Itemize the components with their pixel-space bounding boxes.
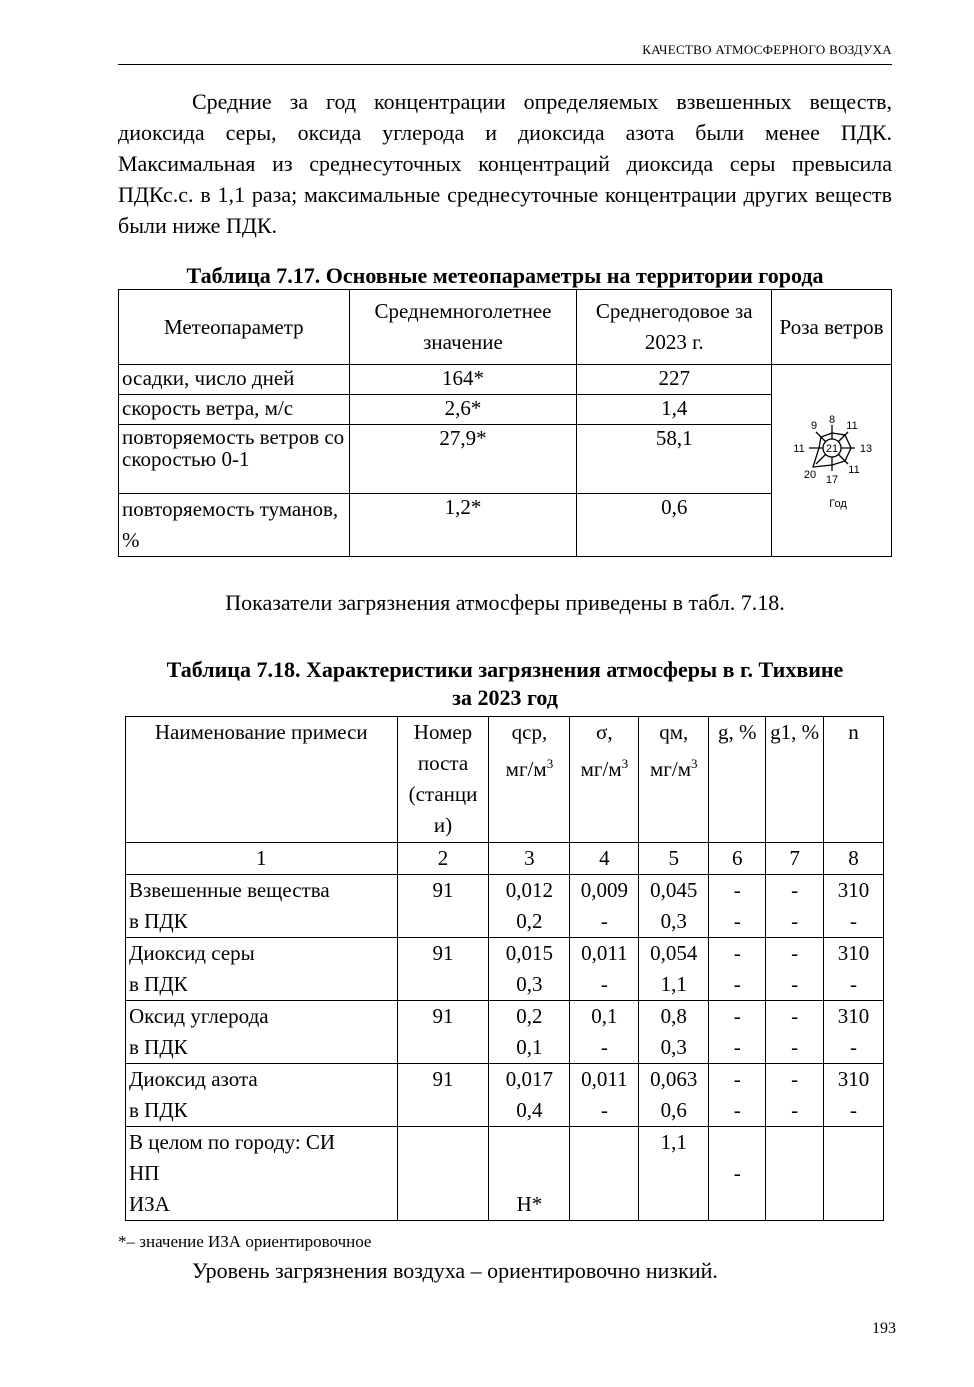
param-cell: осадки, число дней [119,365,350,395]
si-cell: 1,1 [639,1127,709,1221]
col-header-avg: Среднемноголетнее значение [349,290,577,365]
rose-nw: 9 [810,419,817,432]
caption-line-2: за 2023 год [452,685,558,710]
rose-calm: 21 [825,442,838,455]
intro-paragraph: Средние за год концентрации определяемых взвешенных веществ, диоксида серы, оксида углерода и диоксида азота были менее ПДК. Максимальная из среднесуточных концентраций диоксида серы превысила ПДКс.с. в 1,1 раза; максимальные среднесуточные концентрации других веществ были ниже ПДК. [118,89,892,238]
col-header-qm: qм, $мг/м^3$ [639,717,709,843]
g1-cell: - - [766,1064,824,1127]
col-header-n: n [824,717,884,843]
col-num: 7 [766,843,824,875]
sigma-cell: 0,011 - [570,938,639,1001]
avg-cell: 27,9* [349,425,577,494]
table-row [119,365,892,395]
y2023-cell: 227 [577,365,772,395]
g1-cell: - - [766,1001,824,1064]
post-cell: 91 [397,875,489,938]
table-header-row [126,717,884,843]
footnote: *– значение ИЗА ориентировочное [118,1232,372,1251]
table-row [126,938,884,1001]
col-header-param: Метеопараметр [119,290,350,365]
qm-cell: 0,045 0,3 [639,875,709,938]
qm-cell: 0,063 0,6 [639,1064,709,1127]
col-header-g1: g1, % [766,717,824,843]
meteo-table [118,289,892,557]
iza-cell: Н* [489,1127,570,1221]
param-cell: повторяемость туманов, % [119,494,350,557]
sigma-cell [570,1127,639,1221]
qsr-cell: 0,012 0,2 [489,875,570,938]
rose-sw: 20 [803,468,816,481]
page-number: 193 [872,1320,896,1337]
wind-rose-diagram [787,403,877,513]
rose-w: 11 [792,442,805,455]
caption-line-1: Таблица 7.18. Характеристики загрязнения атмосферы в г. Тихвине [166,657,844,682]
summary-label-cell: В целом по городу: СИ НП ИЗА [126,1127,398,1221]
rose-label: Год [828,497,847,510]
n-cell [824,1127,884,1221]
conclusion-text: Уровень загрязнения воздуха – ориентировочно низкий. [192,1258,718,1283]
qm-cell: 0,8 0,3 [639,1001,709,1064]
g-cell: - - [709,938,766,1001]
g1-cell: - - [766,875,824,938]
post-cell: 91 [397,1001,489,1064]
table-row [126,875,884,938]
substance-cell: Диоксид серы в ПДК [126,938,398,1001]
sigma-cell: 0,011 - [570,1064,639,1127]
n-cell: 310 - [824,1001,884,1064]
substance-cell: Диоксид азота в ПДК [126,1064,398,1127]
summary-row [126,1127,884,1221]
avg-cell: 164* [349,365,577,395]
param-cell: повторяемость ветров со скоростью 0-1 [119,425,350,494]
n-cell: 310 - [824,875,884,938]
y2023-cell: 1,4 [577,395,772,425]
col-num: 4 [570,843,639,875]
param-cell: скорость ветра, м/с [119,395,350,425]
wind-rose-cell [772,365,892,557]
g-cell: - - [709,1001,766,1064]
sigma-cell: 0,009 - [570,875,639,938]
n-cell: 310 - [824,1064,884,1127]
pollution-table [125,716,884,1221]
col-num: 8 [824,843,884,875]
y2023-cell: 58,1 [577,425,772,494]
rose-e: 13 [859,442,872,455]
post-cell: 91 [397,938,489,1001]
table-header-row [119,290,892,365]
col-header-post: Номер поста (станци и) [397,717,489,843]
col-header-qsr: qср, $мг/м^3$ [489,717,570,843]
col-num: 6 [709,843,766,875]
col-header-name: Наименование примеси [126,717,398,843]
table-reference-text: Показатели загрязнения атмосферы приведены в табл. 7.18. [225,590,785,615]
table-row [126,1001,884,1064]
post-cell: 91 [397,1064,489,1127]
y2023-cell: 0,6 [577,494,772,557]
col-header-g: g, % [709,717,766,843]
qsr-cell: 0,015 0,3 [489,938,570,1001]
col-num: 2 [397,843,489,875]
col-header-rose: Роза ветров [772,290,892,365]
col-header-sigma: σ, $мг/м^3$ [570,717,639,843]
col-header-2023: Среднегодовое за 2023 г. [577,290,772,365]
qsr-cell: 0,017 0,4 [489,1064,570,1127]
qm-cell: 0,054 1,1 [639,938,709,1001]
running-header: КАЧЕСТВО АТМОСФЕРНОГО ВОЗДУХА [118,42,892,65]
n-cell: 310 - [824,938,884,1001]
rose-se: 11 [847,463,860,476]
col-num: 1 [126,843,398,875]
table-7-18-caption [118,656,892,712]
sigma-cell: 0,1 - [570,1001,639,1064]
rose-s: 17 [825,473,838,486]
table-row [126,1064,884,1127]
col-num: 3 [489,843,570,875]
substance-cell: Оксид углерода в ПДК [126,1001,398,1064]
rose-n: 8 [828,413,835,426]
g-cell: - - [709,1064,766,1127]
post-cell [397,1127,489,1221]
rose-ne: 11 [845,419,858,432]
avg-cell: 2,6* [349,395,577,425]
avg-cell: 1,2* [349,494,577,557]
substance-cell: Взвешенные вещества в ПДК [126,875,398,938]
col-num: 5 [639,843,709,875]
table-7-17-caption: Таблица 7.17. Основные метеопараметры на территории города [186,263,824,288]
g1-cell: - - [766,938,824,1001]
g-cell: - - [709,875,766,938]
column-number-row [126,843,884,875]
np-cell: - [709,1127,766,1221]
g1-cell [766,1127,824,1221]
qsr-cell: 0,2 0,1 [489,1001,570,1064]
